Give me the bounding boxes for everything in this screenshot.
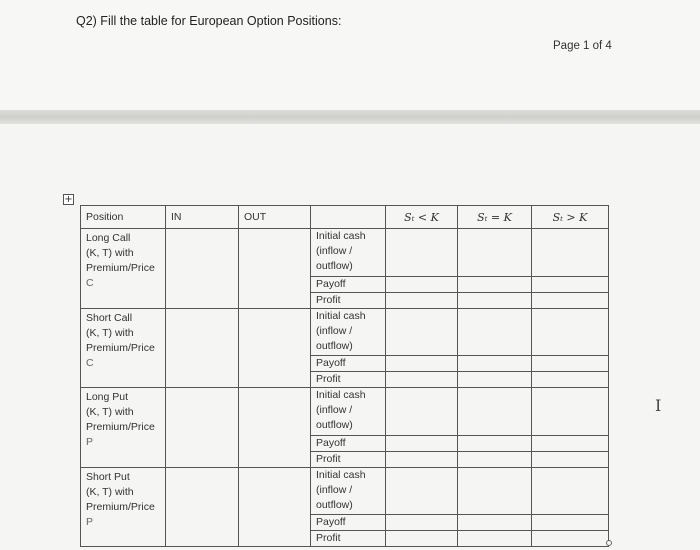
st-equal-k-cell[interactable] (458, 372, 532, 388)
profit-label: Profit (311, 451, 386, 467)
position-detail2: Premium/Price (86, 421, 155, 434)
st-equal-k-cell[interactable] (458, 229, 532, 277)
initial-cash-text: outflow) (316, 260, 353, 272)
initial-cash-text: outflow) (316, 339, 353, 352)
table-row (81, 229, 609, 277)
table-expand-icon[interactable]: + (64, 194, 73, 205)
header-in: IN (166, 206, 239, 229)
initial-cash-text: outflow) (316, 419, 353, 432)
payoff-label: Payoff (311, 435, 386, 451)
st-less-k-cell[interactable] (386, 515, 458, 531)
st-less-k-cell[interactable] (386, 451, 458, 467)
table-resize-handle[interactable] (606, 540, 612, 546)
st-less-k-cell[interactable] (386, 292, 458, 308)
position-name: Short Put (86, 470, 130, 483)
header-st-less-k: Sₜ < K (386, 206, 458, 229)
initial-cash-text: Initial cash (316, 309, 366, 322)
st-equal-k-cell[interactable] (458, 388, 532, 436)
st-less-k-cell[interactable] (386, 308, 458, 356)
initial-cash-text: (inflow / (316, 324, 353, 337)
header-row (81, 206, 609, 229)
initial_cash-label (311, 467, 386, 515)
table-row (81, 467, 609, 515)
header-blank (311, 206, 386, 229)
out-input-cell[interactable] (239, 467, 311, 547)
header-st-greater-k: Sₜ > K (532, 206, 609, 229)
position-cell (81, 388, 166, 468)
st-less-k-cell[interactable] (386, 276, 458, 292)
st-greater-k-cell[interactable] (532, 515, 609, 531)
position-cell (81, 467, 166, 547)
initial_cash-label (311, 388, 386, 436)
st-equal-k-cell[interactable] (458, 276, 532, 292)
position-detail2: Premium/Price (86, 500, 155, 513)
table-row (81, 308, 609, 356)
header-out: OUT (239, 206, 311, 229)
in-input-cell[interactable] (166, 388, 239, 468)
initial_cash-label (311, 308, 386, 356)
header-st-equal-k: Sₜ = K (458, 206, 532, 229)
initial_cash-label (311, 229, 386, 277)
st-less-k-cell[interactable] (386, 229, 458, 277)
options-table (80, 205, 609, 547)
position-cell (81, 308, 166, 388)
header-position: Position (81, 206, 166, 229)
position-letter: P (86, 515, 94, 528)
initial-cash-text: Initial cash (316, 468, 366, 481)
position-letter: C (86, 277, 94, 289)
st-greater-k-cell[interactable] (532, 435, 609, 451)
in-input-cell[interactable] (166, 308, 239, 388)
st-greater-k-cell[interactable] (532, 356, 609, 372)
st-greater-k-cell[interactable] (532, 276, 609, 292)
st-less-k-cell[interactable] (386, 356, 458, 372)
out-input-cell[interactable] (239, 388, 311, 468)
st-equal-k-cell[interactable] (458, 308, 532, 356)
position-detail1: (K, T) with (86, 326, 134, 339)
position-cell (81, 229, 166, 309)
st-equal-k-cell[interactable] (458, 467, 532, 515)
st-greater-k-cell[interactable] (532, 467, 609, 515)
profit-label: Profit (311, 372, 386, 388)
st-greater-k-cell[interactable] (532, 229, 609, 277)
initial-cash-text: outflow) (316, 498, 353, 511)
position-letter: C (86, 356, 94, 369)
top-page (0, 0, 700, 110)
position-detail2: Premium/Price (86, 262, 155, 274)
position-detail1: (K, T) with (86, 485, 134, 498)
st-equal-k-cell[interactable] (458, 292, 532, 308)
out-input-cell[interactable] (239, 308, 311, 388)
question-text: Q2) Fill the table for European Option Positions: (76, 14, 342, 28)
profit-label: Profit (311, 531, 386, 547)
position-name: Long Put (86, 391, 129, 404)
st-less-k-cell[interactable] (386, 388, 458, 436)
position-detail1: (K, T) with (86, 406, 134, 419)
st-equal-k-cell[interactable] (458, 515, 532, 531)
position-detail1: (K, T) with (86, 247, 134, 259)
page-separator (0, 110, 700, 124)
initial-cash-text: Initial cash (316, 389, 366, 402)
st-equal-k-cell[interactable] (458, 435, 532, 451)
st-greater-k-cell[interactable] (532, 372, 609, 388)
st-equal-k-cell[interactable] (458, 531, 532, 547)
st-greater-k-cell[interactable] (532, 308, 609, 356)
payoff-label: Payoff (311, 515, 386, 531)
position-name: Long Call (86, 232, 131, 244)
st-less-k-cell[interactable] (386, 531, 458, 547)
position-name: Short Call (86, 311, 133, 324)
initial-cash-text: (inflow / (316, 483, 353, 496)
out-input-cell[interactable] (239, 229, 311, 309)
payoff-label: Payoff (311, 356, 386, 372)
st-less-k-cell[interactable] (386, 435, 458, 451)
profit-label: Profit (311, 292, 386, 308)
in-input-cell[interactable] (166, 467, 239, 547)
page-indicator: Page 1 of 4 (553, 40, 612, 52)
st-greater-k-cell[interactable] (532, 531, 609, 547)
st-equal-k-cell[interactable] (458, 356, 532, 372)
st-less-k-cell[interactable] (386, 372, 458, 388)
st-greater-k-cell[interactable] (532, 451, 609, 467)
text-cursor-icon: I (655, 396, 662, 415)
table-row (81, 388, 609, 436)
initial-cash-text: (inflow / (316, 404, 353, 417)
initial-cash-text: Initial cash (316, 230, 366, 242)
initial-cash-text: (inflow / (316, 245, 353, 257)
in-input-cell[interactable] (166, 229, 239, 309)
st-equal-k-cell[interactable] (458, 451, 532, 467)
st-greater-k-cell[interactable] (532, 388, 609, 436)
position-letter: P (86, 436, 94, 449)
st-greater-k-cell[interactable] (532, 292, 609, 308)
position-detail2: Premium/Price (86, 341, 155, 354)
payoff-label: Payoff (311, 276, 386, 292)
st-less-k-cell[interactable] (386, 467, 458, 515)
